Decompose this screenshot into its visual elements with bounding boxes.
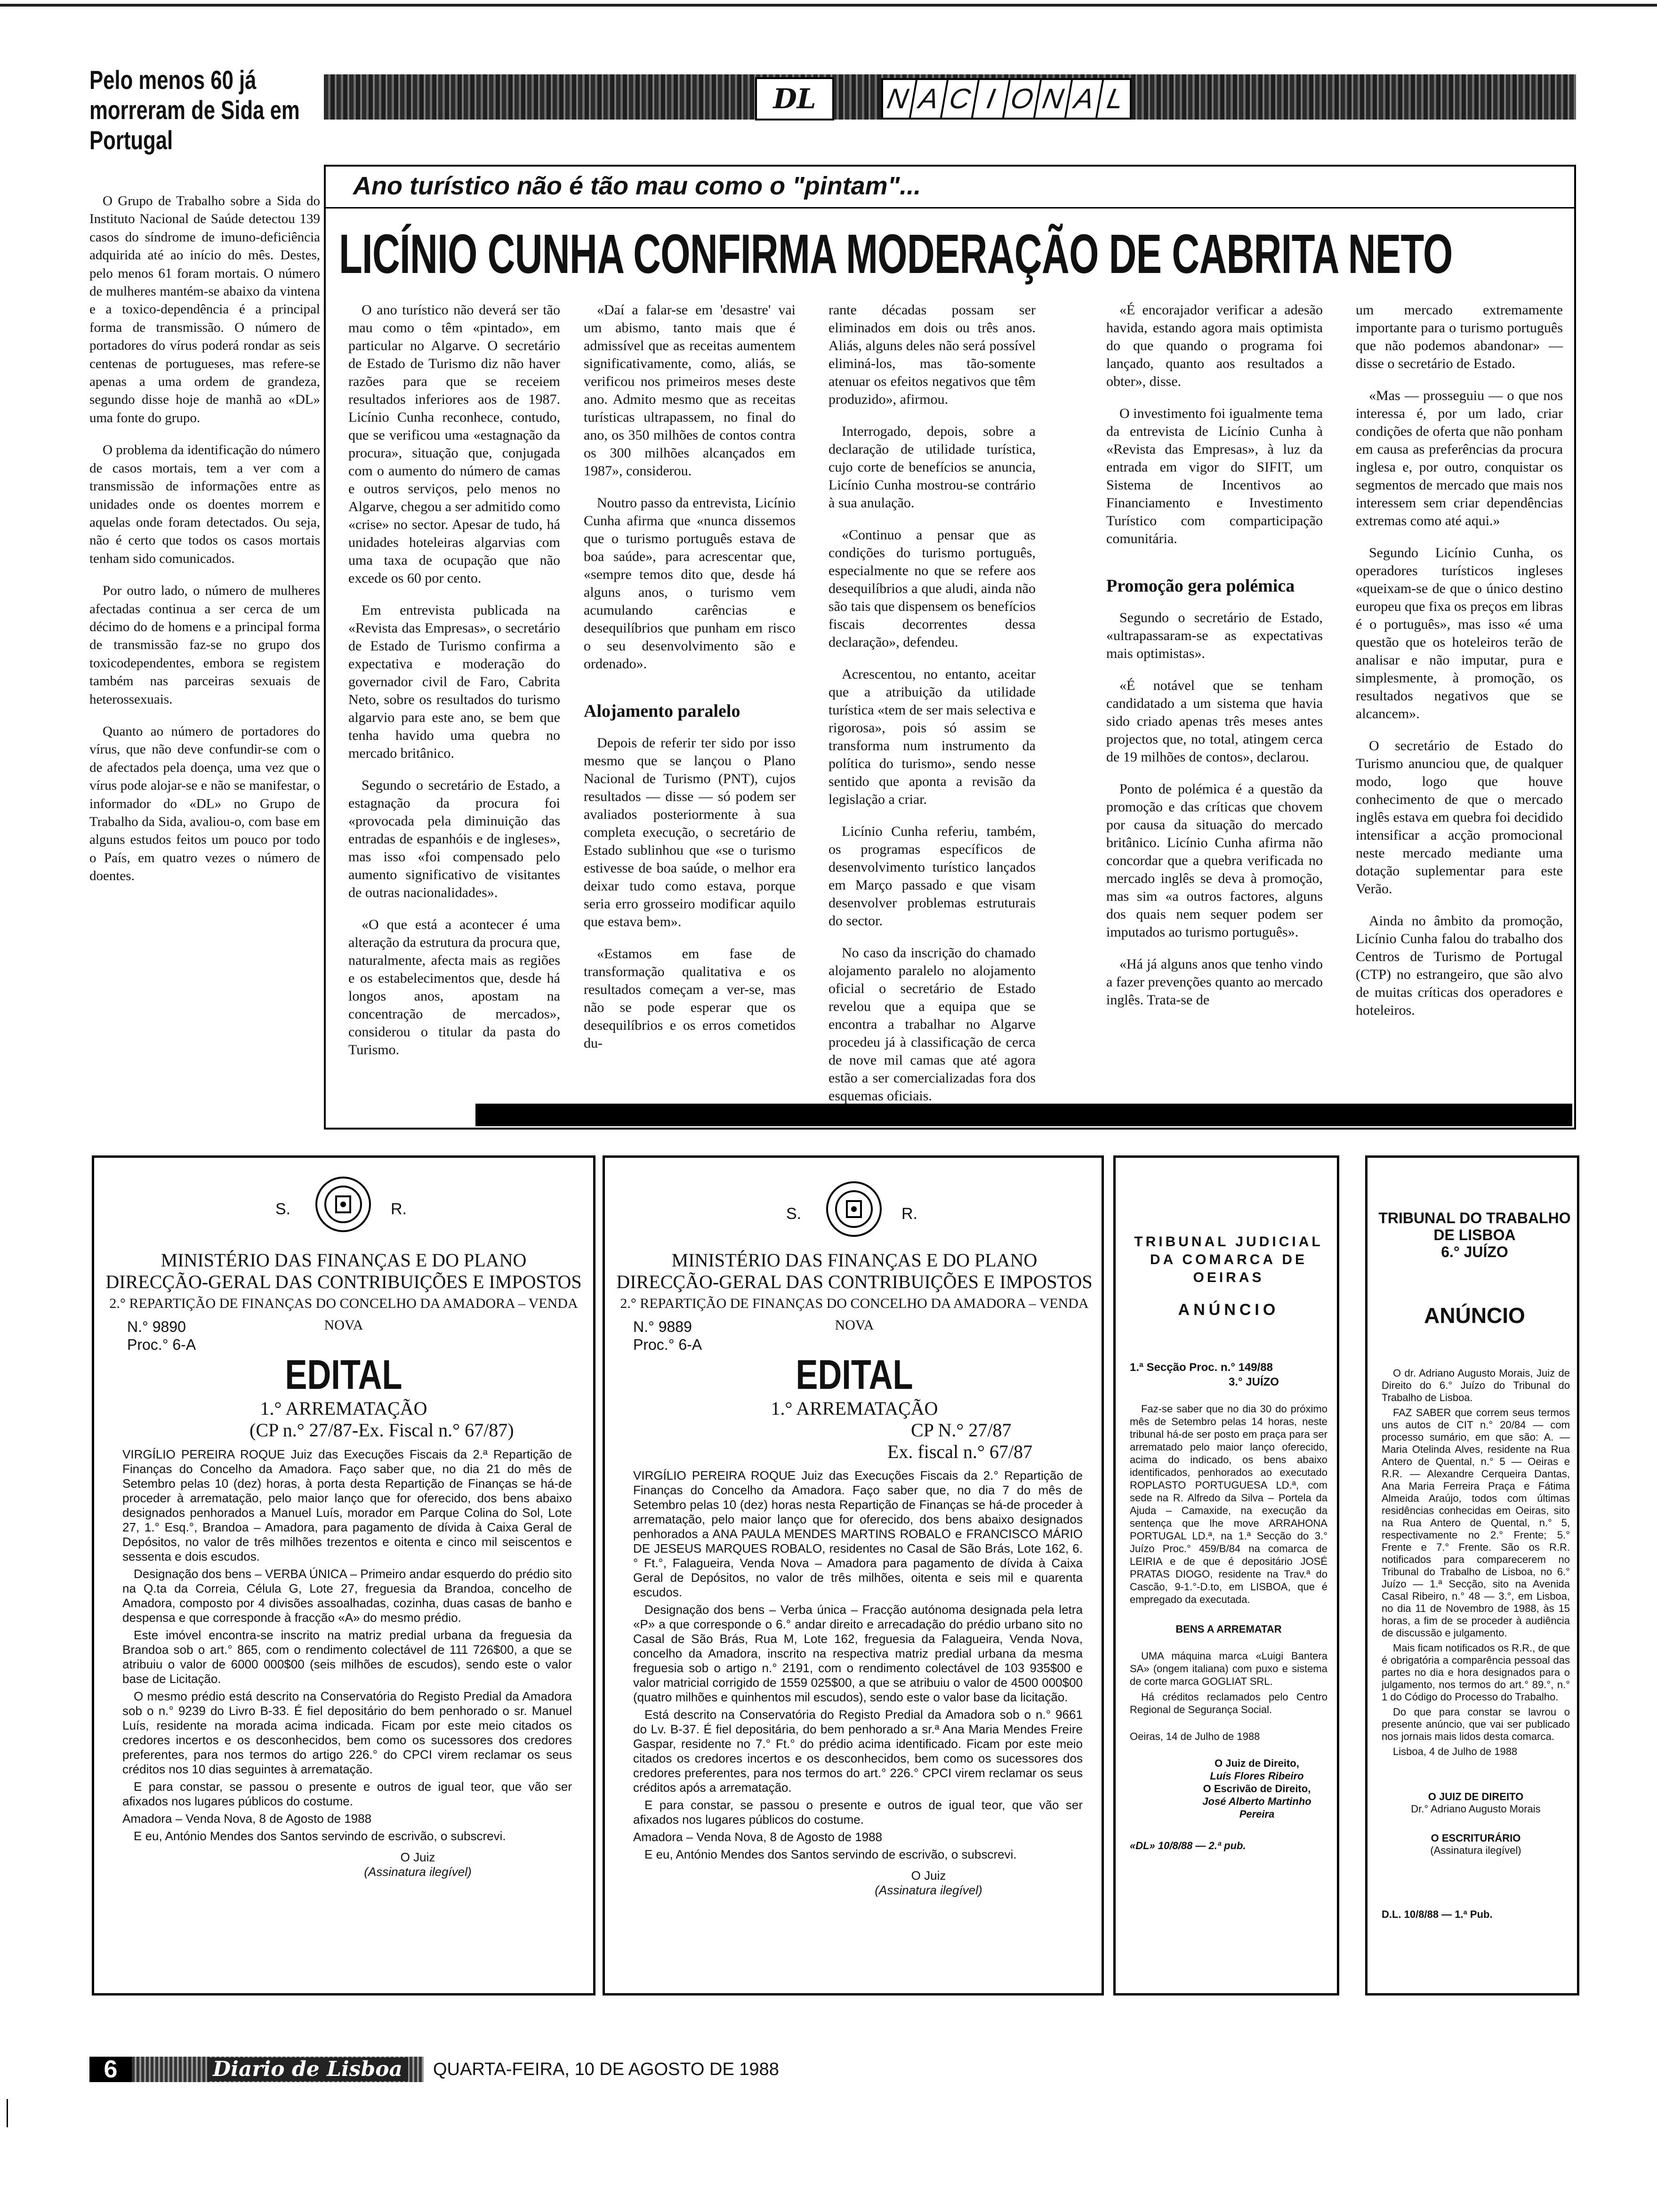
publication-note: D.L. 10/8/88 — 1.ª Pub. xyxy=(1382,1908,1493,1920)
paragraph: Amadora – Venda Nova, 8 de Agosto de 1988 xyxy=(122,1811,372,1826)
paragraph: E eu, António Mendes dos Santos servindo de escrivão, o subscrevi. xyxy=(644,1847,1017,1861)
direction-name: DIRECÇÃO-GERAL DAS CONTRIBUIÇÕES E IMPOSTOS xyxy=(616,1271,1093,1292)
main-article-column-5 xyxy=(1356,301,1563,1034)
edital-2-reference xyxy=(887,1419,1085,1463)
paragraph: Segundo Licínio Cunha, os operadores turísticos ingleses «queixam-se de que o único destino europeu que fixa os preços em libras é o português», mas isso «é uma questão que os hoteleiros terão de analisar e não imputar, pura e simplesmente, à promoção, os resultados negativos que se alcancem». xyxy=(1356,545,1563,721)
paragraph: Noutro passo da entrevista, Licínio Cunha afirma que «nunca dissemos que o turismo português estava de boa saúde», para acrescentar que, «sempre temos dito que, desde há alguns anos, o turismo vem acumulando carências e desequilíbrios que punham em risco o seu desenvolvimento são e ordenado». xyxy=(584,495,796,672)
main-article-kicker: Ano turístico não é tão mau como o "pintam"... xyxy=(353,172,921,200)
paragraph: «É notável que se tenham candidatado a um sistema que havia sido criado apenas três meses antes projectos que, no total, atingem cerca de 19 milhões de contos», declarou. xyxy=(1106,678,1323,765)
paragraph: No caso da inscrição do chamado alojamento paralelo no alojamento oficial o secretário de Estado revelou que a equipa que se encontra a trabalhar no Algarve procedeu já à classificação de cerca de nove mil camas que até agora estão a ser comercializadas fora dos esquemas oficiais. xyxy=(828,945,1036,1104)
edital-1-number xyxy=(127,1318,315,1354)
clerk-name: José Alberto Martinho Pereira xyxy=(1202,1795,1311,1820)
paragraph: E para constar, se passou o presente e outros de igual teor, que vão ser afixados nos lugares públicos do costume. xyxy=(122,1779,572,1808)
repartition-name: 2.° REPARTIÇÃO DE FINANÇAS DO CONCELHO DA AMADORA – VENDA NOVA xyxy=(109,1296,578,1333)
clerk-signature: (Assinatura ilegível) xyxy=(1430,1844,1521,1856)
paragraph: Há créditos reclamados pelo Centro Regional de Segurança Social. xyxy=(1130,1691,1327,1715)
paragraph: O secretário de Estado do Turismo anunciou que, de qualquer modo, logo que houve conhecimento de que o mercado inglês estava em quebra foi decidido intensificar a acção promocional neste mercado mediante uma dotação suplementar para este Verão. xyxy=(1356,738,1563,897)
paragraph: Licínio Cunha referiu, também, os programas específicos de desenvolvimento turístico lançados em Março passado e que visam desenvolver problemas estruturais do sector. xyxy=(828,824,1036,929)
judge-title: O Juiz xyxy=(400,1850,435,1864)
section-letter: O xyxy=(1004,80,1042,118)
section-letter: I xyxy=(973,80,1011,118)
judge-signature: (Assinatura ilegível) xyxy=(364,1865,472,1879)
edital-1-box xyxy=(92,1155,595,1996)
article-black-bar xyxy=(475,1104,1572,1126)
tribunal-trabalho-title xyxy=(1372,1210,1577,1260)
paragraph: «Continuo a pensar que as condições do turismo português, especialmente no que se refere aos desequilíbrios a que aludi, ainda não são tais que dispensem os benefícios fiscais decorrentes dessa declaração», defendeu. xyxy=(828,527,1036,650)
tribunal-trabalho-box xyxy=(1365,1155,1579,1996)
paragraph: Este imóvel encontra-se inscrito na matriz predial urbana da freguesia da Brandoa sob o art.° 865, com o rendimento colectável de 111 726$00, a que se atribuiu o valor de 6000 000$00 (seis milhões de escudos), sendo este o valor base de Licitação. xyxy=(122,1628,572,1686)
paragraph: «É encorajador verificar a adesão havida, estando agora mais optimista do que quando o programa foi lançado, quanto aos resultados a obter», disse. xyxy=(1106,302,1323,389)
tribunal-city: DE LISBOA xyxy=(1433,1226,1516,1243)
paragraph: O mesmo prédio está descrito na Conservatória do Registo Predial da Amadora sob o n.° 9239 do Livro B-33. É fiel depositário do bem penhorado o sr. Manuel Luís, residente na morada acima indicada. Ficam por este meio citados os credores incertos e os desconhecidos, bem como os sucessores dos credores preferentes, para nos termos do artigo 226.° do CPCI virem reclamar os seus créditos nos 10 dias seguintes à arrematação. xyxy=(122,1689,572,1776)
judge-signature: (Assinatura ilegível) xyxy=(875,1883,982,1897)
seal-s-letter: S. xyxy=(786,1205,802,1223)
paragraph: Faz-se saber que no dia 30 do próximo mês de Setembro pelas 14 horas, neste tribunal há-de ser posto em praça para ser arrematado pelo maior lanço oferecido, acima do indicado, os bens abaixo identificados, penhorados ao executado ROPLASTO PORTUGUESA LD.ª, com sede na R. Alfredo da Silva – Portela da Ajuda – Camaxide, na execução da sentença que lhe move ARRAHONA PORTUGAL LD.ª, na 1.ª Secção do 3.° Juízo Proc.° 459/B/84 na comarca de LEIRIA e de que é depositário JOSÉ PRATAS DIOGO, residente na Trav.ª do Cascão, 9-1.°-D.to, em LISBOA, que é empregado da executada. xyxy=(1130,1403,1327,1605)
tribunal-oeiras-title xyxy=(1120,1233,1337,1287)
paragraph: Ainda no âmbito da promoção, Licínio Cunha falou do trabalho dos Centros de Turismo de Portugal (CTP) no estrangeiro, que são alvo de muitas críticas dos operadores e hoteleiros. xyxy=(1356,913,1563,1018)
main-article-column-1 xyxy=(348,301,560,1073)
kicker-rule xyxy=(324,207,1576,208)
publication-note: «DL» 10/8/88 — 2.ª pub. xyxy=(1130,1840,1246,1851)
paragraph: Do que para constar se lavrou o presente anúncio, que vai ser publicado nos jornais mais lidos desta comarca. xyxy=(1382,1706,1570,1742)
dl-logo: DL xyxy=(755,77,834,120)
paragraph: Designação dos bens – Verba única – Fracção autónoma designada pela letra «P» a que corresponde o 6.° andar direito e arrecadação do prédio urbano sito no Casal de São Brás, Rua M, Lote 162, freguesia da Falagueira, Venda Nova, concelho da Amadora, inscrito na respectiva matriz predial urbana da mesma freguesia sob o artigo n.° 2191, com o rendimento colectável de 103 935$00 e valor matricial corrigido de 1559 025$00, a que se atribuiu o valor de 4500 000$00 (quatro milhões e quinhentos mil escudos), sendo este o valor base da licitação. xyxy=(633,1603,1083,1704)
document-number: N.° 9889 xyxy=(633,1318,692,1335)
paragraph: VIRGÍLIO PEREIRA ROQUE Juiz das Execuções Fiscais da 2.° Repartição de Finanças do Concelho da Amadora. Faço saber que, no dia 7 do mês de Setembro pelas 10 (dez) horas nesta Repartição de Finanças se há-de proceder à arrematação, pelo maior lanço que for oferecido, dos bens abaixo designados penhorados a ANA PAULA MENDES MARTINS ROBALO e FRANCISCO MÁRIO DE JESEUS MARQUES ROBALO, residentes no Casal de São Brás, Lote 162, 6.° Ft.°, Falagueira, Venda Nova – Amadora para pagamento de dívida à Caixa Geral de Depósitos, no valor de três milhões, oitenta e seis mil e quarenta escudos. xyxy=(633,1468,1083,1599)
paragraph: Segundo o secretário de Estado, a estagnação da procura foi «provocada pela diminuição das entradas de espanhóis e de ingleses», mas isso «foi compensado pelo aumento significativo de visitantes de outras nacionalidades». xyxy=(348,777,560,900)
paragraph: Mais ficam notificados os R.R., de que é obrigatória a comparência pessoal das partes no dia e hora designados para o julgamento, nos termos do art.° 89.°, n.° 1 do Código do Processo do Trabalho. xyxy=(1382,1642,1570,1703)
location-date: Oeiras, 14 de Julho de 1988 xyxy=(1130,1731,1260,1742)
publication-date: QUARTA-FEIRA, 10 DE AGOSTO DE 1988 xyxy=(433,2060,779,2079)
location-date: Lisboa, 4 de Julho de 1988 xyxy=(1393,1746,1518,1757)
anuncio-title: ANÚNCIO xyxy=(1178,1301,1279,1319)
main-article-column-4 xyxy=(1106,301,1323,1023)
judge-role: O JUIZ DE DIREITO xyxy=(1428,1791,1524,1803)
clerk-role: O ESCRITURÁRIO xyxy=(1431,1832,1521,1844)
juizo: 3.° JUÍZO xyxy=(1229,1376,1279,1388)
edital-2-title: EDITAL xyxy=(796,1351,913,1398)
section-title-nacional xyxy=(881,78,1132,120)
paragraph: Amadora – Venda Nova, 8 de Agosto de 1988 xyxy=(633,1830,883,1844)
judge-name: Dr.° Adriano Augusto Morais xyxy=(1411,1803,1541,1815)
top-rule xyxy=(0,4,1657,7)
edital-2-number xyxy=(633,1318,821,1354)
fiscal-number: Ex. fiscal n.° 67/87 xyxy=(887,1441,1033,1462)
judge-role: O Juiz de Direito, xyxy=(1215,1757,1299,1769)
section-letter: N xyxy=(1035,80,1073,118)
newspaper-logo: Diario de Lisboa xyxy=(207,2058,408,2081)
bens-title: BENS A ARREMATAR xyxy=(1175,1623,1282,1635)
cp-number: CP N.° 27/87 xyxy=(911,1419,1012,1441)
edital-1-body xyxy=(122,1447,572,1879)
document-number: N.° 9890 xyxy=(127,1318,186,1335)
paragraph: O investimento foi igualmente tema da entrevista de Licínio Cunha à «Revista das Empresas», à luz da entrada em vigor do SIFIT, um Sistema de Incentivos ao Financiamento e Investimento Turístico com comparticipação comunitária. xyxy=(1106,406,1323,546)
paragraph: FAZ SABER que correm seus termos uns autos de CIT n.° 20/84 — com processo sumário, em que são: A. — Maria Otelinda Alves, residente na Rua Antero de Quental, n.° 5 — Oeiras e R.R. — Alexandre Cerqueira Dantas, Ana Maria Ferreira Praça e Fátima Almeida Araújo, todos com últimas residências conhecidas em Oeiras, sito na Rua Antero de Quental, n.° 5, respectivamente no 2.° Frente; 5.° Frente e 7.° Frente. São os R.R. notificados para comparecerem no Tribunal do Trabalho de Lisboa, no 6.° Juízo — 1.ª Secção, sito na Avenida Casal Ribeiro, n.° 48 — 3.°, em Lisboa, no dia 11 de Novembro de 1988, às 15 horas, a fim de se proceder à audiência de discussão e julgamento. xyxy=(1382,1407,1570,1639)
paragraph: Designação dos bens – VERBA ÚNICA – Primeiro andar esquerdo do prédio sito na Q.ta da Correia, Célula G, Lote 27, freguesia da Brandoa, concelho de Amadora, composto por 4 divisões assoalhadas, cozinha, duas casas de banho e despensa e que corresponde à fracção «A» do mesmo prédio. xyxy=(122,1567,572,1625)
tribunal-oeiras-box xyxy=(1113,1155,1339,1996)
main-article-column-2 xyxy=(584,301,796,1066)
seal-r-letter: R. xyxy=(391,1200,407,1218)
paragraph: rante décadas possam ser eliminados em dois ou três anos. Aliás, alguns deles não será possível eliminá-los, mas tão-somente atenuar os efeitos negativos que têm produzido», afirmou. xyxy=(828,302,1036,407)
paragraph: «Daí a falar-se em 'desastre' vai um abismo, tanto mais que é admissível que as receitas aumentem significativamente, como, aliás, se verificou nos primeiros meses deste ano. Admito mesmo que as receitas turísticas ultrapassem, no final do ano, os 350 milhões de contos contra os 300 milhões alcançados em 1987», considerou. xyxy=(584,302,796,479)
edital-1-subtitle: 1.° ARREMATAÇÃO xyxy=(260,1398,427,1419)
paragraph: Por outro lado, o número de mulheres afectadas continua a ser cerca de um décimo do de homens e a principal forma de transmissão faz-se no grupo dos toxicodependentes, embora se registem também nas parceiras sexuais de heterossexuais. xyxy=(89,583,320,707)
section-letter: C xyxy=(942,80,980,118)
side-article-headline: Pelo menos 60 já morreram de Sida em Portugal xyxy=(89,65,300,155)
direction-name: DIRECÇÃO-GERAL DAS CONTRIBUIÇÕES E IMPOSTOS xyxy=(105,1271,582,1292)
paragraph: Ponto de polémica é a questão da promoção e das críticas que chovem por causa da situação do mercado britânico. Licínio Cunha afirma não concordar que a quebra verificada no mercado inglês se deva à promoção, mas sim «a outros factores, alguns dos quais nem sequer podem ser imputados ao turismo português». xyxy=(1106,781,1323,940)
paragraph: O problema da identificação do número de casos mortais, tem a ver com a transmissão de informações entre as unidades onde os doentes morrem e aquelas onde foram detectados. Ou seja, não é certo que todos os casos mortais tenham sido comunicados. xyxy=(89,442,320,566)
clerk-role: O Escrivão de Direito, xyxy=(1203,1783,1311,1795)
tribunal-trabalho-body xyxy=(1382,1367,1570,1921)
process-number: Proc.° 6-A xyxy=(127,1336,196,1353)
paragraph: O ano turístico não deverá ser tão mau como o têm «pintado», em particular no Algarve. O secretário de Estado de Turismo diz não haver razões para que se receiem resultados inferiores aos de 1987. Licínio Cunha reconhece, contudo, que se verificou uma «estagnação da procura», situação que, conjugada com o aumento do número de camas e outros serviços, pelo menos no Algarve, chegou a ser admitido como «crise» no sector. Apesar de tudo, há unidades hoteleiras algarvias com uma taxa de ocupação que não excede os 60 por cento. xyxy=(348,302,560,586)
paragraph: Em entrevista publicada na «Revista das Empresas», o secretário de Estado de Turismo confirma a expectativa e moderação do governador civil de Faro, Cabrita Neto, sobre os resultados do turismo algarvio para este ano, se bem que tenha havido uma quebra no mercado britânico. xyxy=(348,602,560,761)
tribunal-name: TRIBUNAL JUDICIAL xyxy=(1134,1234,1323,1250)
juizo: 6.° JUÍZO xyxy=(1441,1243,1508,1260)
paragraph: um mercado extremamente importante para o turismo português que não podemos abandonar» — disse o secretário de Estado. xyxy=(1356,302,1563,371)
seal-s-letter: S. xyxy=(275,1200,291,1218)
tribunal-comarca: DA COMARCA DE OEIRAS xyxy=(1150,1252,1308,1285)
paragraph: E para constar, se passou o presente e outros de igual teor, que vão ser afixados nos lugares públicos do costume. xyxy=(633,1798,1083,1827)
ministry-name: MINISTÉRIO DAS FINANÇAS E DO PLANO xyxy=(161,1250,527,1271)
coat-of-arms-icon xyxy=(315,1177,371,1232)
judge-name: Luís Flores Ribeiro xyxy=(1210,1770,1304,1782)
tribunal-oeiras-section xyxy=(1130,1360,1327,1389)
edital-2-body xyxy=(633,1468,1083,1898)
edital-1-reference: (CP n.° 27/87-Ex. Fiscal n.° 67/87) xyxy=(249,1419,514,1441)
repartition-name: 2.° REPARTIÇÃO DE FINANÇAS DO CONCELHO DA AMADORA – VENDA NOVA xyxy=(620,1296,1089,1333)
judge-title: O Juiz xyxy=(911,1868,946,1883)
ministry-name: MINISTÉRIO DAS FINANÇAS E DO PLANO xyxy=(671,1250,1038,1271)
paragraph: Quanto ao número de portadores do vírus, que não deve confundir-se com o de afectados pela doença, uma vez que o vírus pode alojar-se e não se manifestar, o informador do «DL» no Grupo de Trabalho da Sida, avaliou-o, com base em alguns estudos feitos um pouco por todo o País, em quatro vezes o número de doentes. xyxy=(89,723,320,884)
paragraph: «Há já alguns anos que tenho vindo a fazer prevenções quanto ao mercado inglês. Trata-se de xyxy=(1106,956,1323,1008)
paragraph: Depois de referir ter sido por isso mesmo que se lançou o Plano Nacional de Turismo (PNT), cujos resultados — disse — só podem ser avaliados posteriormente à sua completa execução, o secretário de Estado sublinhou que «se o turismo estivesse de boa saúde, o melhor era deixar tudo como estava, porque seria erro grosseiro modificar aquilo que estava bem». xyxy=(584,735,796,930)
margin-mark xyxy=(7,2099,8,2127)
section-process: 1.ª Secção Proc. n.° 149/88 xyxy=(1130,1361,1273,1374)
paragraph: E eu, António Mendes dos Santos servindo de escrivão, o subscrevi. xyxy=(134,1829,506,1843)
section-letter: N xyxy=(880,80,917,118)
paragraph: Interrogado, depois, sobre a declaração de utilidade turística, cujo corte de benefícios se anuncia, Licínio Cunha mostrou-se contrário à sua anulação. xyxy=(828,424,1036,511)
section-letter: A xyxy=(911,80,949,118)
page-number: 6 xyxy=(89,2057,132,2082)
seal-r-letter: R. xyxy=(901,1205,917,1223)
paragraph: Acrescentou, no entanto, aceitar que a atribuição da utilidade turística «tem de ser mais selectiva e rigorosa», pois só assim se transforma num instrumento da política do turismo», sendo nesse sentido que aponta a revisão da legislação a criar. xyxy=(828,666,1036,807)
subhead-promocao: Promoção gera polémica xyxy=(1106,576,1295,596)
main-article-column-3 xyxy=(828,301,1036,1119)
subhead-alojamento: Alojamento paralelo xyxy=(584,701,740,721)
paragraph: VIRGÍLIO PEREIRA ROQUE Juiz das Execuções Fiscais da 2.ª Repartição de Finanças do Concelho da Amadora. Faço saber que, no dia 21 do mês de Setembro pelas 10 (dez) horas, à porta desta Repartição de Finanças se há-de proceder à arrematação, pelo maior lanço que for oferecido, dos bens abaixo designados penhorados a Manuel Luís, morador em Parque Colina do Sol, Lote 27, 1.° Esq.°, Brandoa – Amadora, para pagamento de dívida à Caixa Geral de Depósitos, no valor de três milhões trezentos e oitenta e cinco mil seiscentos e sessenta e dois escudos. xyxy=(122,1447,572,1563)
edital-1-title: EDITAL xyxy=(285,1351,402,1398)
paragraph: «O que está a acontecer é uma alteração da estrutura da procura que, naturalmente, afecta mais as regiões e os estabelecimentos que, desde há longos anos, apostam na concentração de mercados», considerou o titular da pasta do Turismo. xyxy=(348,917,560,1058)
section-letter: A xyxy=(1066,80,1104,118)
paragraph: Segundo o secretário de Estado, «ultrapassaram-se as expectativas mais optimistas». xyxy=(1106,610,1323,661)
anuncio-title: ANÚNCIO xyxy=(1424,1303,1525,1328)
main-article-headline: LICÍNIO CUNHA CONFIRMA MODERAÇÃO DE CABRITA NETO xyxy=(339,223,1453,285)
edital-2-subtitle: 1.° ARREMATAÇÃO xyxy=(771,1398,938,1419)
paragraph: Está descrito na Conservatória do Registo Predial da Amadora sob o n.° 9661 do Lv. B-37. É fiel depositária, do bem penhorado a sr.ª Ana Maria Mendes Freire Gaspar, residente no 7.° Ft.° do prédio acima identificado. Ficam por este meio citados os credores incertos e os desconhecidos, bem como os sucessores dos credores preferentes, para nos termos do art.° 226.° CPCI virem reclamar os seus créditos após a arrematação. xyxy=(633,1707,1083,1795)
process-number: Proc.° 6-A xyxy=(633,1336,702,1353)
paragraph: O Grupo de Trabalho sobre a Sida do Instituto Nacional de Saúde detectou 139 casos do síndrome de imuno-deficiência adquirida até ao início do mês. Destes, pelo menos 61 foram mortais. O número de mulheres mantém-se abaixo da vintena e a toxico-dependência é a principal forma de transmissão. O número de portadores do vírus poderá rondar as seis centenas de portugueses, mas refere-se apenas a uma ordem de grandeza, segundo disse hoje de manhã ao «DL» uma fonte do grupo. xyxy=(89,193,320,425)
paragraph: UMA máquina marca «Luigi Bantera SA» (ongem italiana) com puxo e sistema de corte marca GOGLIAT SRL. xyxy=(1130,1650,1327,1687)
edital-2-box xyxy=(603,1155,1104,1996)
paragraph: «Mas — prosseguiu — o que nos interessa é, por um lado, criar condições de oferta que não ponham em causa as preferências da procura inglesa e, por outro, conquistar os segmentos de mercado que mais nos interessem sem criar dependências extremas como até aqui.» xyxy=(1356,388,1563,529)
paragraph: O dr. Adriano Augusto Morais, Juiz de Direito do 6.° Juízo do Tribunal do Trabalho de Lisboa. xyxy=(1382,1367,1570,1403)
section-letter: L xyxy=(1104,83,1126,114)
paragraph: «Estamos em fase de transformação qualitativa e os resultados começam a ver-se, mas não se pode esperar que os desequilíbrios e os erros cometidos du- xyxy=(584,946,796,1051)
tribunal-oeiras-body xyxy=(1130,1403,1327,1852)
side-article-body xyxy=(89,192,320,899)
coat-of-arms-icon xyxy=(826,1181,882,1237)
tribunal-name: TRIBUNAL DO TRABALHO xyxy=(1378,1210,1571,1226)
